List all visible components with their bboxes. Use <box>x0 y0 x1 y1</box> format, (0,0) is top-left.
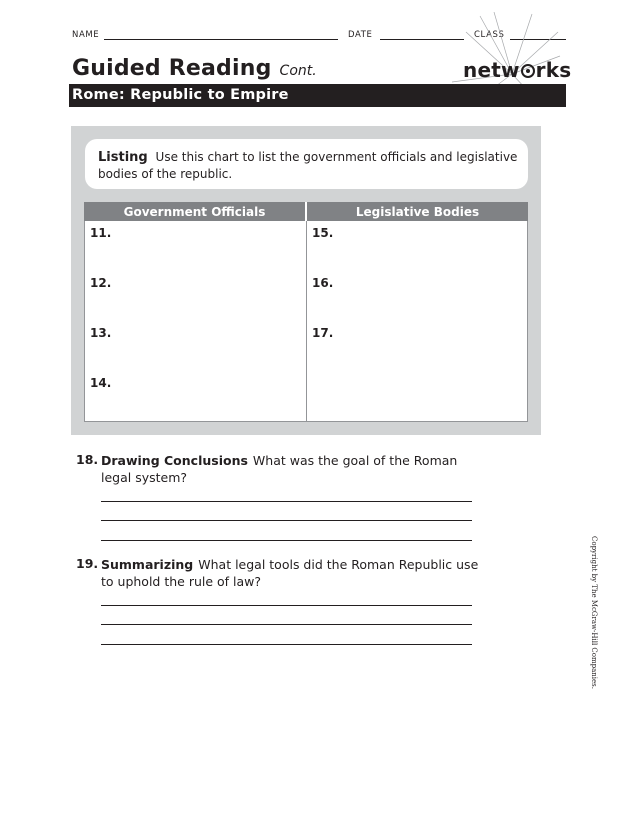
page-title <box>72 56 317 81</box>
answer-line[interactable] <box>101 644 472 645</box>
answer-line[interactable] <box>101 520 472 521</box>
answer-line[interactable] <box>101 624 472 625</box>
question-19-keyword: Summarizing <box>101 557 194 572</box>
cell-number: 15. <box>312 226 334 240</box>
page-title-cont: Cont. <box>279 63 317 79</box>
logo-o-icon <box>521 64 535 78</box>
logo-text-prefix: netw <box>463 58 520 82</box>
date-label: DATE <box>348 30 373 40</box>
instructions-text: Use this chart to list the government officials and legislative bodies of the republic. <box>98 150 518 181</box>
instructions <box>98 149 518 183</box>
page-title-main: Guided Reading <box>72 56 272 81</box>
networks-logo <box>463 58 571 82</box>
answer-cell-15[interactable] <box>306 221 528 272</box>
column-header-government-officials: Government Officials <box>84 202 305 221</box>
instructions-keyword: Listing <box>98 150 148 165</box>
question-19-number: 19. <box>76 556 99 571</box>
question-19 <box>101 556 481 590</box>
answer-cell-17[interactable] <box>306 321 528 372</box>
cell-number: 11. <box>90 226 112 240</box>
answer-cell-13[interactable] <box>84 321 307 372</box>
lesson-subtitle: Rome: Republic to Empire <box>72 87 289 103</box>
answer-cell-16[interactable] <box>306 271 528 322</box>
answer-cell-11[interactable] <box>84 221 307 272</box>
question-19-text: What legal tools did the Roman Republic use to uphold the rule of law? <box>101 557 479 589</box>
column-header-legislative-bodies: Legislative Bodies <box>307 202 528 221</box>
answer-line[interactable] <box>101 501 472 502</box>
answer-cell-12[interactable] <box>84 271 307 322</box>
cell-number: 17. <box>312 326 334 340</box>
name-field[interactable] <box>104 39 338 40</box>
name-label: NAME <box>72 30 100 40</box>
copyright-notice: Copyright by The McGraw-Hill Companies. <box>590 536 598 689</box>
cell-number: 14. <box>90 376 112 390</box>
cell-number: 16. <box>312 276 334 290</box>
answer-line[interactable] <box>101 540 472 541</box>
cell-number: 12. <box>90 276 112 290</box>
cell-number: 13. <box>90 326 112 340</box>
question-18-keyword: Drawing Conclusions <box>101 453 248 468</box>
class-label: CLASS <box>474 30 505 40</box>
question-18-text: What was the goal of the Roman legal system? <box>101 453 458 485</box>
logo-text-suffix: rks <box>535 58 572 82</box>
answer-cell-empty[interactable] <box>306 371 528 422</box>
question-18 <box>101 452 481 486</box>
answer-line[interactable] <box>101 605 472 606</box>
question-18-number: 18. <box>76 452 99 467</box>
answer-cell-14[interactable] <box>84 371 307 422</box>
